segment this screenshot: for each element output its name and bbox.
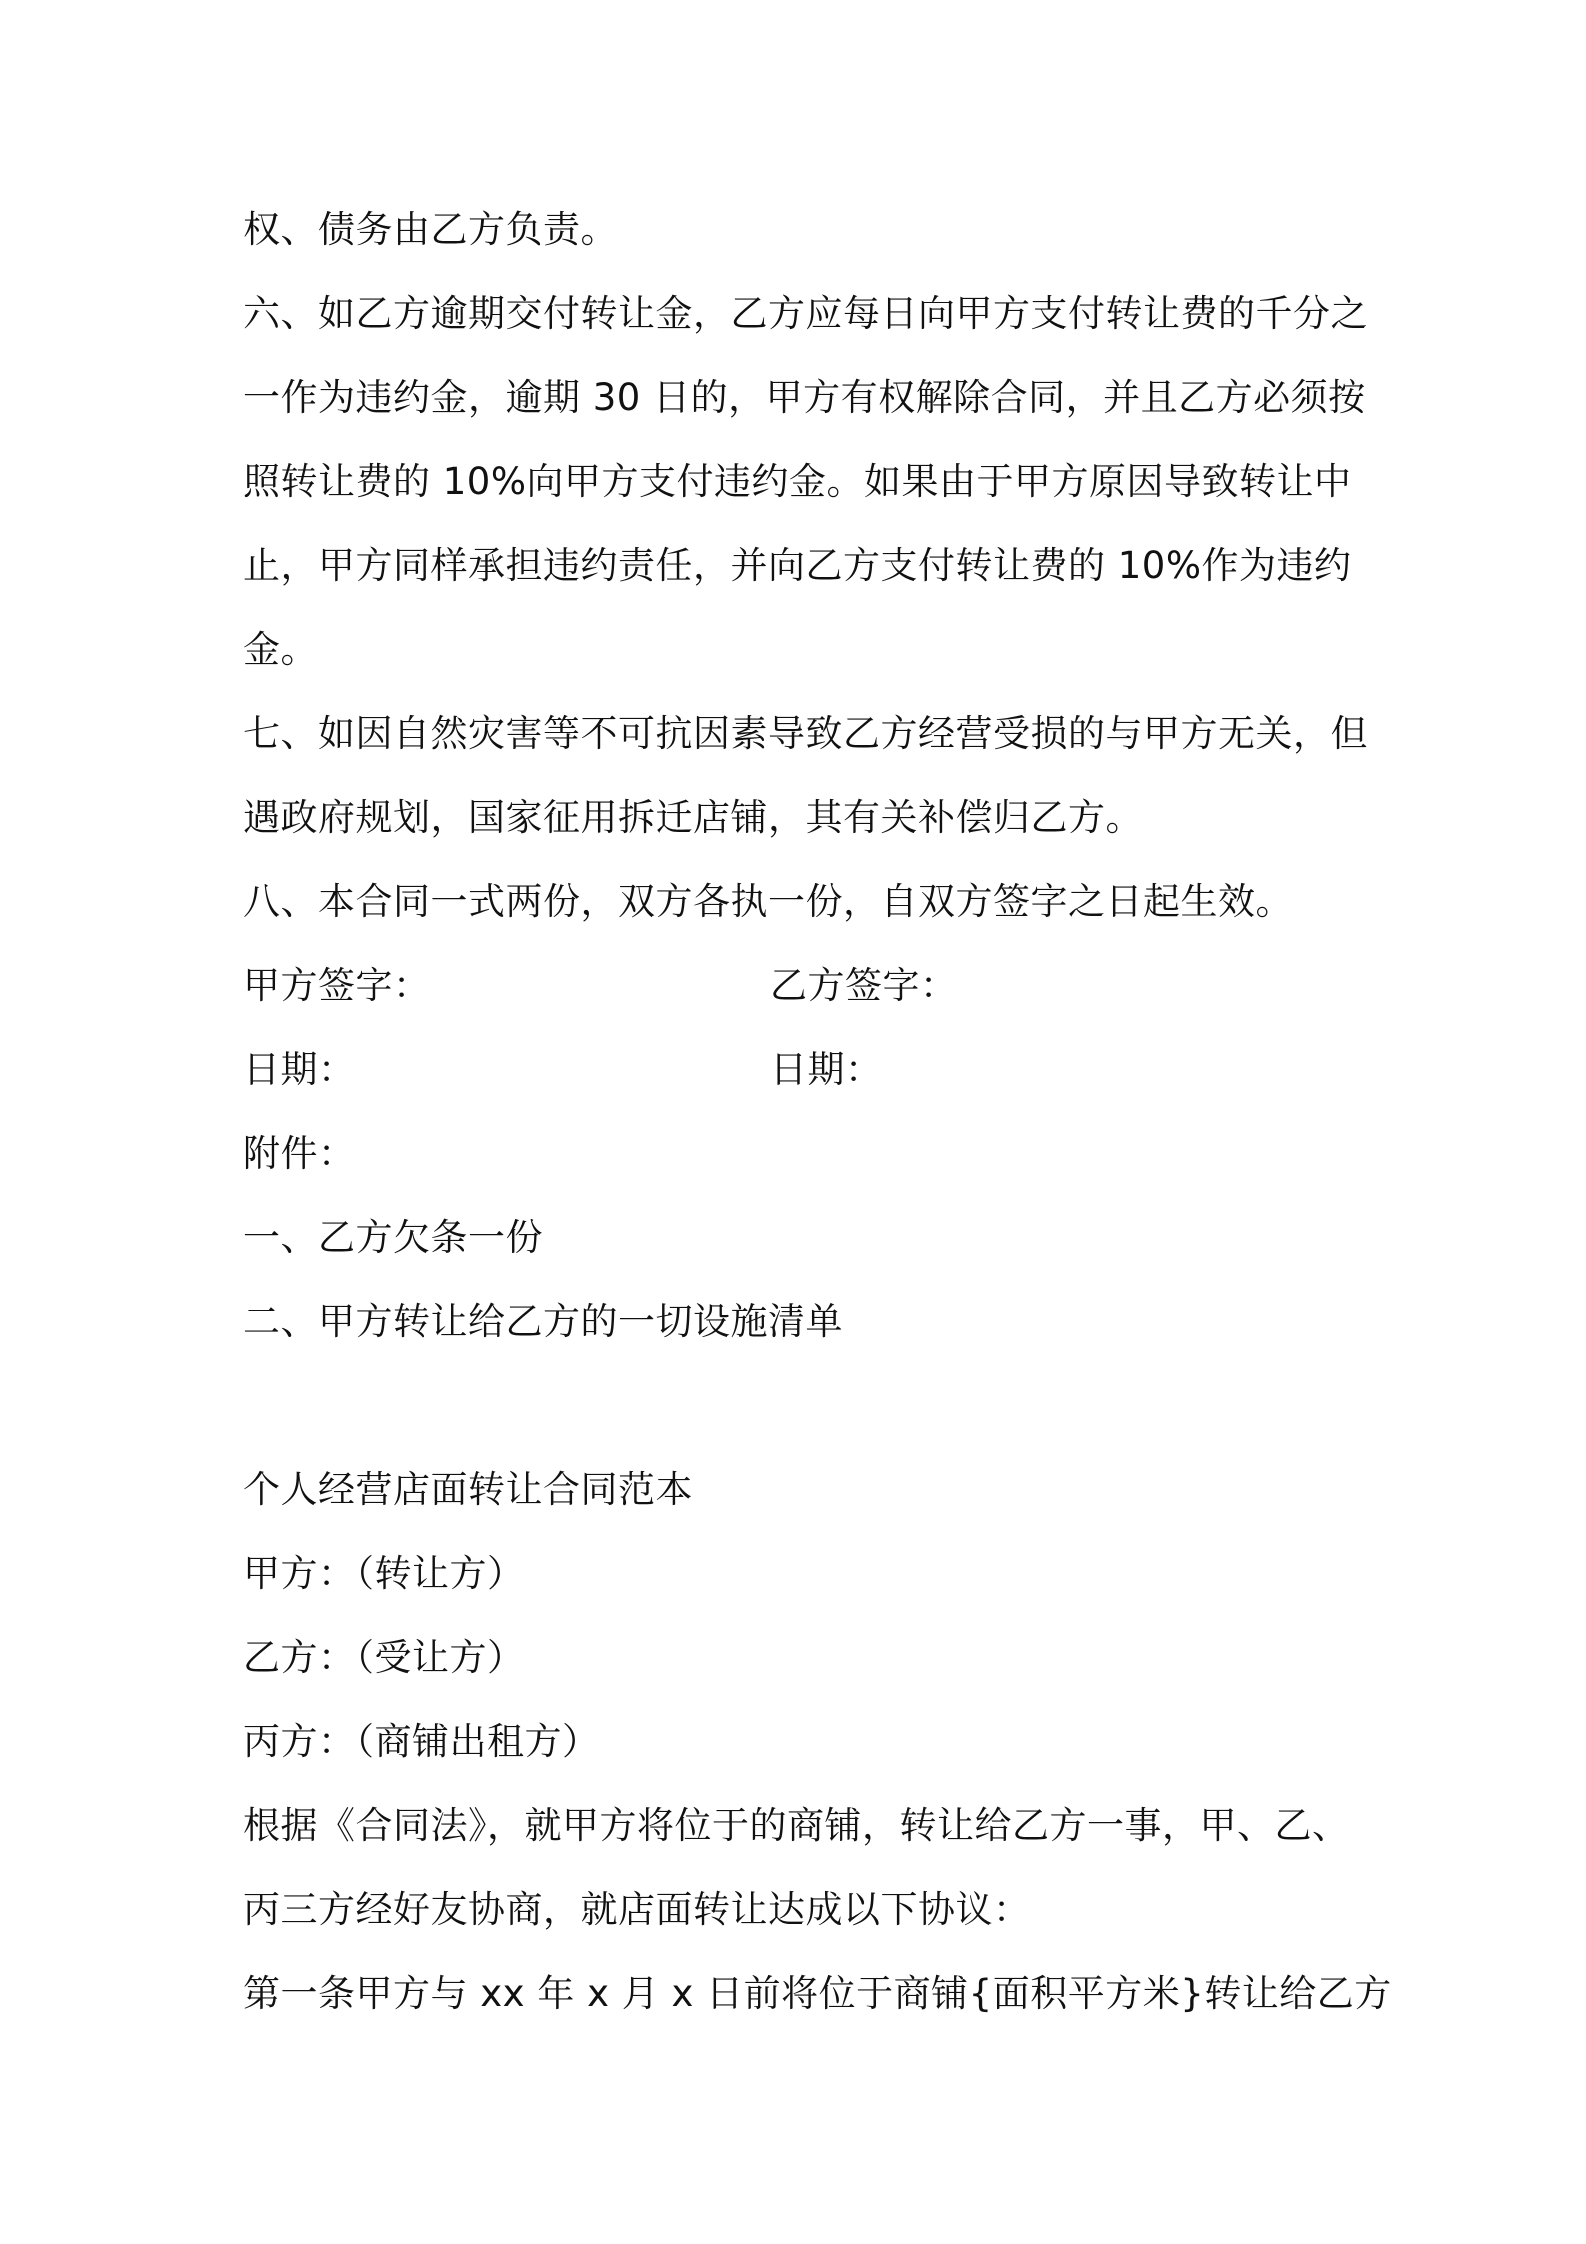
paragraph-line: 遇政府规划，国家征用拆迁店铺，其有关补偿归乙方。: [243, 796, 1143, 839]
paragraph-line: 丙三方经好友协商，就店面转让达成以下协议：: [243, 1888, 1031, 1931]
attachments-heading: 附件：: [243, 1132, 356, 1175]
paragraph-line: 金。: [243, 628, 318, 671]
contract-title: 个人经营店面转让合同范本: [243, 1468, 693, 1511]
attachment-item: 二、甲方转让给乙方的一切设施清单: [243, 1300, 843, 1343]
paragraph-line: 第一条甲方与 xx 年 x 月 x 日前将位于商铺{面积平方米}转让给乙方: [243, 1972, 1392, 2015]
paragraph-line: 照转让费的 10%向甲方支付违约金。如果由于甲方原因导致转让中: [243, 460, 1352, 503]
attachment-item: 一、乙方欠条一份: [243, 1216, 543, 1259]
paragraph-line: 七、如因自然灾害等不可抗因素导致乙方经营受损的与甲方无关，但: [243, 712, 1368, 755]
party-c-line: 丙方：（商铺出租方）: [243, 1720, 600, 1763]
paragraph-line: 八、本合同一式两份，双方各执一份，自双方签字之日起生效。: [243, 880, 1293, 923]
party-b-date-label: 日期：: [770, 1048, 883, 1091]
party-a-date-label: 日期：: [243, 1048, 356, 1091]
party-b-line: 乙方：（受让方）: [243, 1636, 525, 1679]
party-b-signature-label: 乙方签字：: [770, 964, 958, 1007]
paragraph-line: 止，甲方同样承担违约责任，并向乙方支付转让费的 10%作为违约: [243, 544, 1352, 587]
party-a-signature-label: 甲方签字：: [243, 964, 431, 1007]
party-a-line: 甲方：（转让方）: [243, 1552, 525, 1595]
paragraph-line: 根据《合同法》，就甲方将位于的商铺，转让给乙方一事，甲、乙、: [243, 1804, 1350, 1847]
paragraph-line: 一作为违约金，逾期 30 日的，甲方有权解除合同，并且乙方必须按: [243, 376, 1366, 419]
paragraph-line: 权、债务由乙方负责。: [243, 208, 618, 251]
paragraph-line: 六、如乙方逾期交付转让金，乙方应每日向甲方支付转让费的千分之: [243, 292, 1368, 335]
